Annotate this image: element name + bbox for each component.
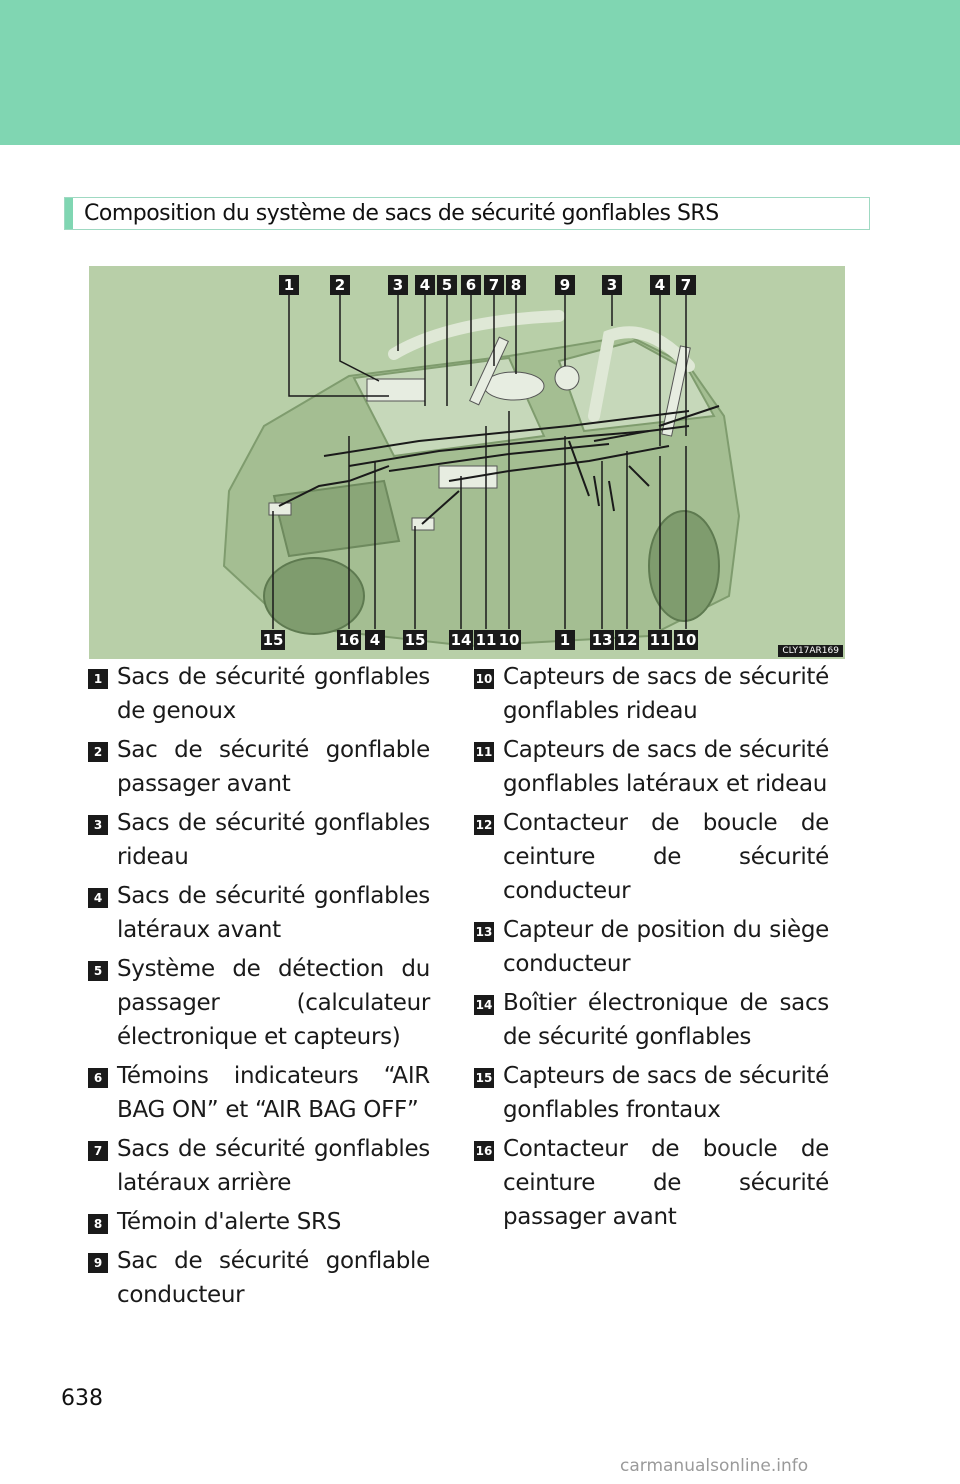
callout-label-top-11: 7 [680, 276, 692, 294]
legend-item-8 [88, 1205, 430, 1239]
legend-number-badge: 9 [88, 1253, 108, 1273]
figure-code: CLY17AR169 [778, 645, 843, 657]
legend-text: Boîtier électronique de sacs de sécurité gonflables [503, 990, 829, 1050]
legend-text: Capteur de position du siège conducteur [503, 917, 829, 977]
legend-item-7 [88, 1132, 430, 1200]
section-title: Composition du système de sacs de sécurité gonflables SRS [84, 201, 719, 226]
steering-wheel [555, 366, 579, 390]
legend-text: Sac de sécurité gonflable passager avant [117, 737, 430, 797]
legend-number-badge: 10 [474, 669, 494, 689]
callout-label-bottom-6: 10 [498, 631, 520, 649]
legend-item-10 [474, 660, 829, 728]
legend-item-13 [474, 913, 829, 981]
callout-label-top-4: 5 [441, 276, 453, 294]
legend-number-badge: 3 [88, 815, 108, 835]
legend-item-12 [474, 806, 829, 908]
legend-number-badge: 1 [88, 669, 108, 689]
legend-number-badge: 7 [88, 1141, 108, 1161]
legend-number-badge: 16 [474, 1141, 494, 1161]
callout-label-bottom-10: 11 [649, 631, 671, 649]
callout-label-top-2: 3 [392, 276, 404, 294]
legend-item-6 [88, 1059, 430, 1127]
callout-label-bottom-11: 10 [675, 631, 697, 649]
legend-right-column [474, 660, 829, 1239]
callout-label-top-6: 7 [488, 276, 500, 294]
callout-label-bottom-0: 15 [262, 631, 284, 649]
callout-label-bottom-3: 15 [404, 631, 426, 649]
legend-text: Contacteur de boucle de ceinture de sécurité passager avant [503, 1136, 829, 1230]
legend-item-16 [474, 1132, 829, 1234]
callout-label-top-5: 6 [465, 276, 477, 294]
vehicle-illustration [89, 266, 845, 659]
airbag-diagram [89, 266, 845, 659]
legend-item-15 [474, 1059, 829, 1127]
curtain-airbag-left [394, 316, 559, 354]
legend-item-5 [88, 952, 430, 1054]
legend-text: Sacs de sécurité gonflables latéraux arrière [117, 1136, 430, 1196]
legend-text: Témoins indicateurs “AIR BAG ON” et “AIR BAG OFF” [117, 1063, 430, 1123]
callout-label-bottom-4: 14 [450, 631, 472, 649]
passenger-airbag-module [367, 379, 425, 401]
callout-label-bottom-7: 1 [559, 631, 571, 649]
callout-label-top-8: 9 [559, 276, 571, 294]
legend-text: Système de détection du passager (calculateur électronique et capteurs) [117, 956, 430, 1050]
legend-item-1 [88, 660, 430, 728]
section-header-accent [65, 198, 73, 229]
legend-text: Capteurs de sacs de sécurité gonflables frontaux [503, 1063, 829, 1123]
callout-label-top-3: 4 [419, 276, 431, 294]
legend-number-badge: 14 [474, 995, 494, 1015]
callout-label-top-10: 4 [654, 276, 666, 294]
legend-number-badge: 8 [88, 1214, 108, 1234]
legend-number-badge: 15 [474, 1068, 494, 1088]
top-color-band [0, 0, 960, 145]
legend-text: Sacs de sécurité gonflables latéraux avant [117, 883, 430, 943]
legend-item-11 [474, 733, 829, 801]
callout-label-bottom-5: 11 [475, 631, 497, 649]
legend-text: Sacs de sécurité gonflables de genoux [117, 664, 430, 724]
legend-number-badge: 4 [88, 888, 108, 908]
legend-number-badge: 11 [474, 742, 494, 762]
legend-item-2 [88, 733, 430, 801]
callout-label-bottom-8: 13 [591, 631, 613, 649]
callout-label-top-0: 1 [283, 276, 295, 294]
callout-label-bottom-1: 16 [338, 631, 360, 649]
legend-item-14 [474, 986, 829, 1054]
top-callouts [279, 275, 696, 295]
legend-text: Capteurs de sacs de sécurité gonflables rideau [503, 664, 829, 724]
callout-label-top-1: 2 [334, 276, 346, 294]
legend-text: Contacteur de boucle de ceinture de sécurité conducteur [503, 810, 829, 904]
legend-left-column [88, 660, 430, 1317]
legend-text: Sac de sécurité gonflable conducteur [117, 1248, 430, 1308]
legend-text: Témoin d'alerte SRS [117, 1209, 342, 1235]
legend-item-4 [88, 879, 430, 947]
callout-label-top-9: 3 [606, 276, 618, 294]
section-header [64, 197, 870, 230]
legend-number-badge: 5 [88, 961, 108, 981]
legend-item-3 [88, 806, 430, 874]
callout-label-bottom-2: 4 [369, 631, 381, 649]
watermark: carmanualsonline.info [620, 1456, 809, 1476]
legend-number-badge: 2 [88, 742, 108, 762]
legend-number-badge: 12 [474, 815, 494, 835]
driver-airbag-module [484, 372, 544, 400]
callout-label-top-7: 8 [510, 276, 522, 294]
legend-number-badge: 6 [88, 1068, 108, 1088]
legend-text: Capteurs de sacs de sécurité gonflables latéraux et rideau [503, 737, 829, 797]
legend-text: Sacs de sécurité gonflables rideau [117, 810, 430, 870]
legend-number-badge: 13 [474, 922, 494, 942]
page-number: 638 [61, 1386, 103, 1411]
legend-item-9 [88, 1244, 430, 1312]
callout-label-bottom-9: 12 [616, 631, 638, 649]
